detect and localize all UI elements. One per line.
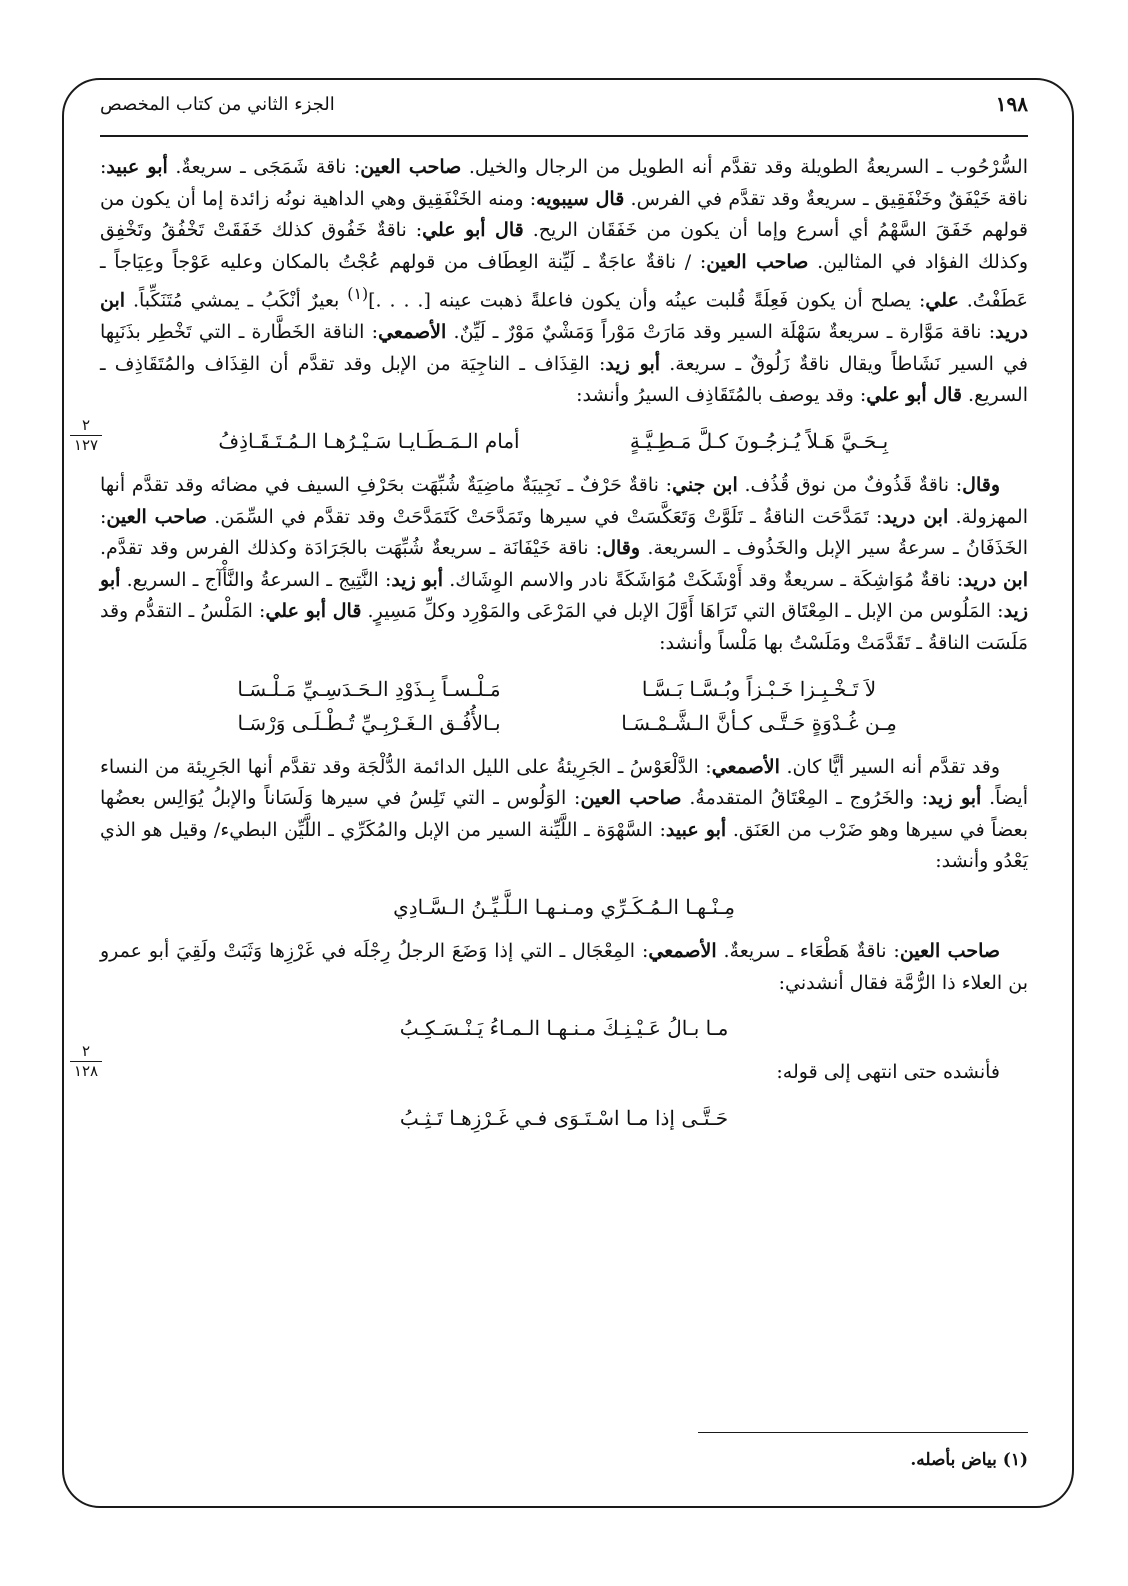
text-run: : والخَرُوج ـ المِعْتَاقُ المتقدمةُ. (681, 787, 929, 810)
hemistich: أمام الـمَـطَـايـا سَـيْـرُهـا الـمُـتَـقَـاذِفُ (218, 429, 520, 454)
speaker-name: أبو عبيد (106, 156, 168, 178)
margin-note: ٢ ١٢٨ (70, 1044, 102, 1079)
text-run: : الناقة الخَطَّارة ـ التي تَخْطِر بذَنَبِها في السير نَشَاطاً ويقال ناقةٌ زَلُوقٌ ـ سريعة. (100, 321, 1028, 375)
text-run: : المِعْجَال ـ التي إذا وَضَعَ الرجلُ رِجْلَه في غَرْزِها وَثَبَتْ ولَقِيَ أبو عمرو بن العلاء ذا الرُّمَّة فقال أنشدني: (100, 940, 1028, 994)
hemistich: مِـن غُـدْوَةٍ حَـتَّـى كـأنَّ الـشَّـمْـسَـا (621, 710, 897, 735)
speaker-name: وقال (962, 474, 1000, 497)
speaker-name: الأصمعي (378, 321, 447, 344)
page-header (100, 84, 1028, 124)
text-run: : المَلُوس من الإبل ـ المِعْتَاق التي تَرَاهَا أَوَّلَ الإبل في المَرْعَى والمَوْرِد وكلِّ مَسِيرٍ. (361, 600, 1004, 623)
speaker-name: صاحب العين (706, 250, 809, 273)
text-run: : المَلْسُ ـ التقدُّم وقد مَلَسَت الناقةُ ـ تَقَدَّمَتْ ومَلَسْتُ بها مَلْساً وأنشد: (100, 600, 1028, 655)
text-run: : ومنه الخَنْفَقِيق وهي الداهية نونُه زائدة إما أن يكون من قولهم خَفَقَ السَّهْمُ أي أسرع وإما أن يكون من خَفَقَان الريح. (100, 187, 1028, 242)
text-run: : ناقة شَمَجَى ـ سريعةٌ. (167, 156, 361, 178)
text-run: السُّرْحُوب ـ السريعةُ الطويلة وقد تقدَّم أنه الطويل من الرجال والخيل. (461, 156, 1028, 178)
speaker-name: ابن جني (672, 474, 738, 497)
verse-line (100, 424, 1028, 458)
speaker-name: أبو زيد (928, 787, 982, 810)
speaker-name: قال أبو علي (866, 384, 963, 407)
text-run: : ناقة خَيْفَقٌ وخَنْفَقِيق ـ سريعةٌ وقد تقدَّم في الفرس. (100, 156, 1028, 210)
speaker-name: الأصمعي (711, 755, 780, 778)
text-run: : / ناقةٌ عاجَةٌ ـ لَيِّنة العِطَاف من قولهم عُجْتُ بالمكان وعليه عَوْجاً وعِيَاجاً ـ عَطَفْتُ. (100, 250, 1028, 312)
text-run: : الخَذَفَانُ ـ سرعةُ سير الإبل والخَذُوف ـ السريعة. (100, 505, 1028, 560)
hemistich: بِـحَـيَّ هَـلاً يُـزجُـونَ كـلَّ مَـطِـيَّـةٍ (629, 429, 889, 454)
hemistich: مَـلْـسـاً بِـذَوْدِ الـحَـدَسِـيِّ مَـلْـسَـا (237, 676, 501, 701)
text-run: : يصلح أن يكون فَعِلَةً قُلبت عينُه وأن يكون فاعلةً ذهبت عينه [. . . .] (368, 289, 926, 312)
speaker-name: قال سيبويه (536, 187, 625, 210)
paragraph (100, 1057, 1028, 1089)
speaker-name: أبو زيد (391, 568, 443, 591)
text-run: : ناقةٌ حَرْفٌ ـ نَجِيبَةٌ ماضِيَةٌ شُبِّهَت بحَرْفِ السيف في مضائه وقد تقدَّم أنها المهزولة. (100, 474, 1028, 528)
text-run: فأنشده حتى انتهى إلى قوله: (776, 1061, 1000, 1084)
paragraph (100, 936, 1028, 999)
speaker-name: أبو زيد (100, 568, 1028, 623)
hemistich: مِـنْـهـا الـمُـكَـرِّي ومـنـهـا الـلَّـيِّـنُ الـسَّـادِي (393, 895, 735, 920)
hemistich: مـا بـالُ عَـيْـنِـكَ مـنـهـا الـمـاءُ يَـنْـسَـكِـبُ (399, 1016, 729, 1041)
main-text (100, 152, 1028, 1147)
hemistich: بـالأُفُـق الـغَـرْبِـيِّ تُـطْـلَـى وَرْسَـا (237, 710, 501, 735)
page-number: ١٩٨ (995, 92, 1028, 116)
text-run: : ناقةٌ خَفُوق كذلك خَفَقَتْ تَخْفُقُ وتَخْفِق وكذلك الفؤاد في المثالين. (100, 219, 1028, 273)
text-run: : وقد يوصف بالمُتَقَاذِف السيرُ وأنشد: (576, 384, 867, 407)
speaker-name: أبو عبيد (665, 818, 727, 841)
paragraph (100, 752, 1028, 878)
speaker-name: وقال (602, 537, 641, 560)
speaker-name: أبو زيد (605, 352, 661, 375)
text-run: : ناقة مَوَّارة ـ سريعةٌ سَهْلَة السير وقد مَارَتْ مَوْراً وَمَشْيٌ مَوْرٌ ـ لَيِّنٌ. (446, 321, 996, 344)
text-run: : الوَلُوس ـ التي تَلِسُ في سيرها وَلَسَاناً والإبلُ يُوَالِس بعضُها بعضاً في سيرها وهو ضَرْب من العَنَق. (100, 787, 1029, 841)
verse-line (100, 1101, 1028, 1135)
running-title: الجزء الثاني من كتاب المخصص (100, 93, 335, 115)
speaker-name: الأصمعي (648, 940, 717, 963)
margin-note: ٢ ١٢٧ (70, 418, 102, 453)
text-run: : تَمَدَّحَت الناقةُ ـ تَلَوَّتْ وَتَعَكَّسَتْ في سيرها وتَمَدَّحَتْ كَتَمَدَّحَتْ وقد تقدَّم في السِّمَن. (207, 505, 883, 528)
text-run: وقد تقدَّم أنه السير أيًّا كان. (779, 755, 1001, 778)
text-run: : ناقةٌ هَطْعَاء ـ سريعةٌ. (716, 940, 900, 963)
header-rule (100, 135, 1028, 137)
speaker-name: قال أبو علي (265, 600, 362, 623)
verse-block (100, 1011, 1028, 1045)
text-run: : السَّهْوَة ـ اللَّيِّنة السير من الإبل والمُكَرِّي ـ اللَّيِّن البطيء/ وقيل هو الذي يَعْدُو وأنشد: (100, 818, 1028, 873)
paragraph (100, 470, 1028, 660)
verse-line (100, 672, 1028, 706)
footnote: (١) بياض بأصله. (910, 1450, 1028, 1470)
text-run: : ناقة خَيْفَانَة ـ سريعةٌ شُبِّهَت بالجَرَادَة وكذلك الفرس وقد تقدَّم. (100, 537, 603, 560)
text-run: : ناقةٌ مُوَاشِكَة ـ سريعةٌ وقد أَوْشَكَتْ مُوَاشَكَةً نادر والاسم الوِشَاك. (443, 568, 964, 591)
hemistich: حَـتَّـى إذا مـا اسْـتَـوَى فـي غَـرْزِهـا تَـثِـبُ (399, 1105, 729, 1130)
verse-block (100, 424, 1028, 458)
text-run: بعيرٌ أنْكَبُ ـ يمشي مُتَنَكِّباً. (125, 289, 348, 312)
text-run: : ناقةٌ قَذُوفٌ من نوق قُذُف. (737, 474, 963, 497)
speaker-name: ابن دريد (100, 289, 1028, 344)
paragraph (100, 152, 1028, 412)
verse-block (100, 890, 1028, 924)
footnote-ref: (١) (347, 284, 369, 304)
verse-block (100, 1101, 1028, 1135)
verse-line (100, 890, 1028, 924)
verse-line (100, 706, 1028, 740)
speaker-name: ابن دريد (882, 505, 949, 528)
footnote-rule (698, 1432, 1028, 1433)
speaker-name: صاحب العين (580, 787, 682, 810)
hemistich: لاَ تَـخْـبِـزا خَـبْـزاً وبُـسَّـا بَـسَّـا (641, 676, 877, 701)
speaker-name: ابن دريد (963, 568, 1029, 591)
verse-block (100, 672, 1028, 740)
speaker-name: قال أبو علي (422, 219, 524, 242)
verse-line (100, 1011, 1028, 1045)
text-run: : القِذَاف ـ الناجِيَة من الإبل وقد تقدَّم أن القِذَاف والمُتَقَاذِف ـ السريع. (100, 352, 1028, 407)
speaker-name: صاحب العين (360, 156, 462, 178)
text-run: : النَّتِيج ـ السرعةُ والنَّأْآج ـ السريع. (120, 568, 392, 591)
speaker-name: صاحب العين (899, 940, 1001, 963)
text-run: : الدَّلْعَوْسُ ـ الجَرِيئةُ على الليل الدائمة الدُّلْجَة وقد تقدَّم أنها الجَرِيئة من النساء أيضاً. (100, 755, 1029, 810)
speaker-name: صاحب العين (106, 505, 208, 528)
speaker-name: علي (925, 289, 959, 312)
